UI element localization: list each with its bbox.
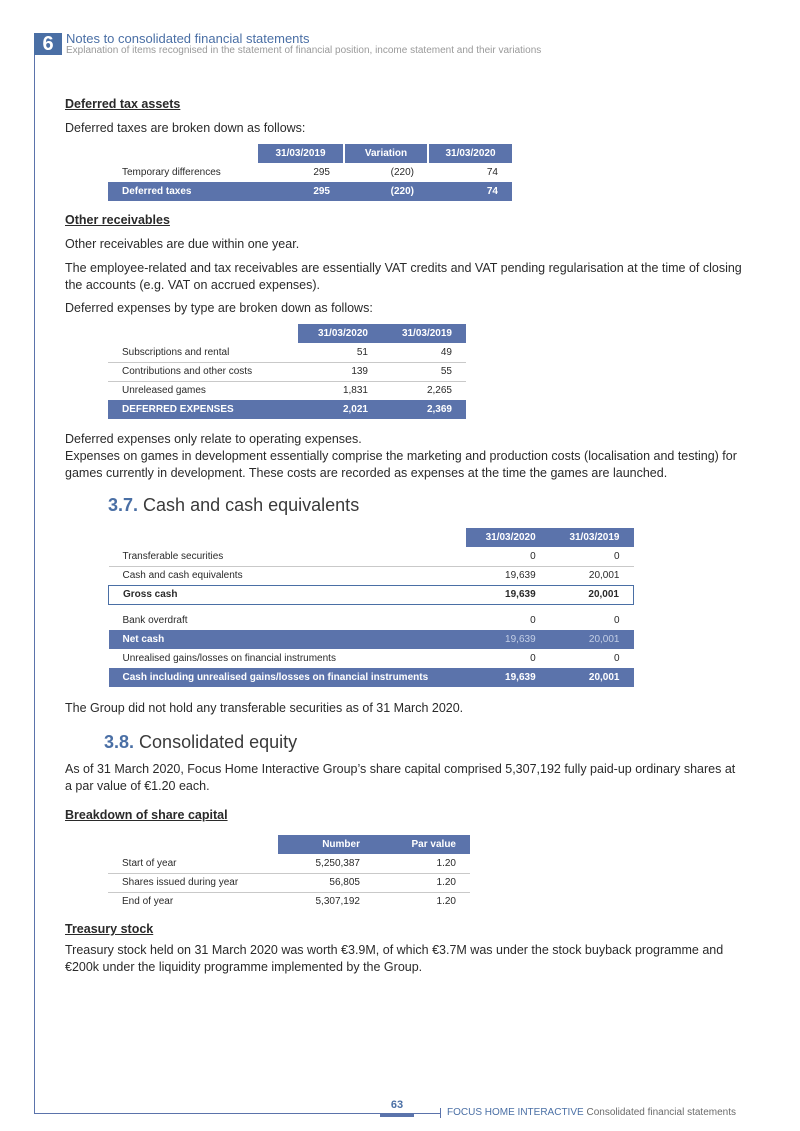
column-header: 31/03/2020 [428,144,512,163]
table-total-row: Cash including unrealised gains/losses on financial instruments 19,639 20,001 [109,668,634,687]
column-header: 31/03/2019 [382,324,466,343]
header-title: Notes to consolidated financial statements [66,31,310,46]
games-development-note: Expenses on games in development essentially comprise the marketing and production costs (localisation and testing) for games currently in development. These costs are recorded as expenses at the time the games are launched. [65,449,737,480]
table-row: Contributions and other costs 139 55 [108,362,466,381]
table-header-row [108,324,466,343]
table-header-row [108,835,470,854]
other-receivables-p1: Other receivables are due within one year. [65,237,300,251]
other-receivables-heading: Other receivables [65,213,170,227]
column-header: Number [278,835,374,854]
table-subtotal-row: Gross cash 19,639 20,001 [109,585,634,604]
header-subtitle: Explanation of items recognised in the statement of financial position, income statement and their variations [66,45,542,56]
table-row: Subscriptions and rental 51 49 [108,343,466,362]
deferred-expenses-note: Deferred expenses only relate to operating expenses. [65,432,362,446]
column-header: 31/03/2019 [550,528,634,547]
table-row: Bank overdraft 0 0 [122,615,620,626]
deferred-expenses-table [108,324,466,419]
other-receivables-p3: Deferred expenses by type are broken down as follows: [65,301,373,315]
table-total-row: DEFERRED EXPENSES 2,021 2,369 [108,400,466,419]
table-row: Shares issued during year 56,805 1.20 [108,873,470,892]
table-header-row [109,528,634,547]
column-header: 31/03/2020 [298,324,382,343]
footer-label: FOCUS HOME INTERACTIVE Consolidated financial statements [447,1107,736,1118]
treasury-heading: Treasury stock [65,922,154,936]
page-number: 63 [390,1099,404,1111]
table-row: Transferable securities 0 0 [109,547,634,566]
table-row: Unreleased games 1,831 2,265 [122,385,452,397]
deferred-tax-table [108,144,512,201]
section-equity-title: 3.8. Consolidated equity [104,732,298,752]
column-header: 31/03/2019 [258,144,344,163]
bottom-rule-tick [440,1108,441,1118]
breakdown-heading: Breakdown of share capital [65,808,228,822]
transferable-securities-note: The Group did not hold any transferable securities as of 31 March 2020. [65,701,464,715]
column-header: 31/03/2020 [466,528,550,547]
column-header: Par value [374,835,470,854]
left-margin-rule [34,54,35,1114]
share-capital-table [108,835,470,911]
table-header-row [108,144,512,163]
table-row: Unrealised gains/losses on financial instruments 0 0 [122,653,620,664]
other-receivables-p2: The employee-related and tax receivables are essentially VAT credits and VAT pending regularisation at the time of closing the accounts (e.g. VAT on accrued expenses). [65,261,742,292]
treasury-text: Treasury stock held on 31 March 2020 was worth €3.9M, of which €3.7M was under the stock buyback programme and €200k under the liquidity programme implemented by the Group. [65,943,724,974]
table-total-row: Net cash 19,639 20,001 [109,630,634,649]
chapter-number: 6 [34,33,62,55]
page-number-bar [380,1113,414,1117]
table-row: Temporary differences 295 (220) 74 [122,167,498,178]
table-row: End of year 5,307,192 1.20 [122,896,456,908]
table-row: Start of year 5,250,387 1.20 [108,854,470,873]
deferred-tax-intro: Deferred taxes are broken down as follows: [65,121,306,135]
table-row: Cash and cash equivalents 19,639 20,001 [122,570,620,581]
table-total-row: Deferred taxes 295 (220) 74 [108,182,512,201]
section-cash-title: 3.7. Cash and cash equivalents [108,495,360,515]
cash-table [108,528,634,687]
deferred-tax-heading: Deferred tax assets [65,97,181,111]
share-capital-intro: As of 31 March 2020, Focus Home Interactive Group’s share capital comprised 5,307,192 fully paid-up ordinary shares at a par value of €1.20 each. [65,762,736,793]
column-header: Variation [344,144,428,163]
